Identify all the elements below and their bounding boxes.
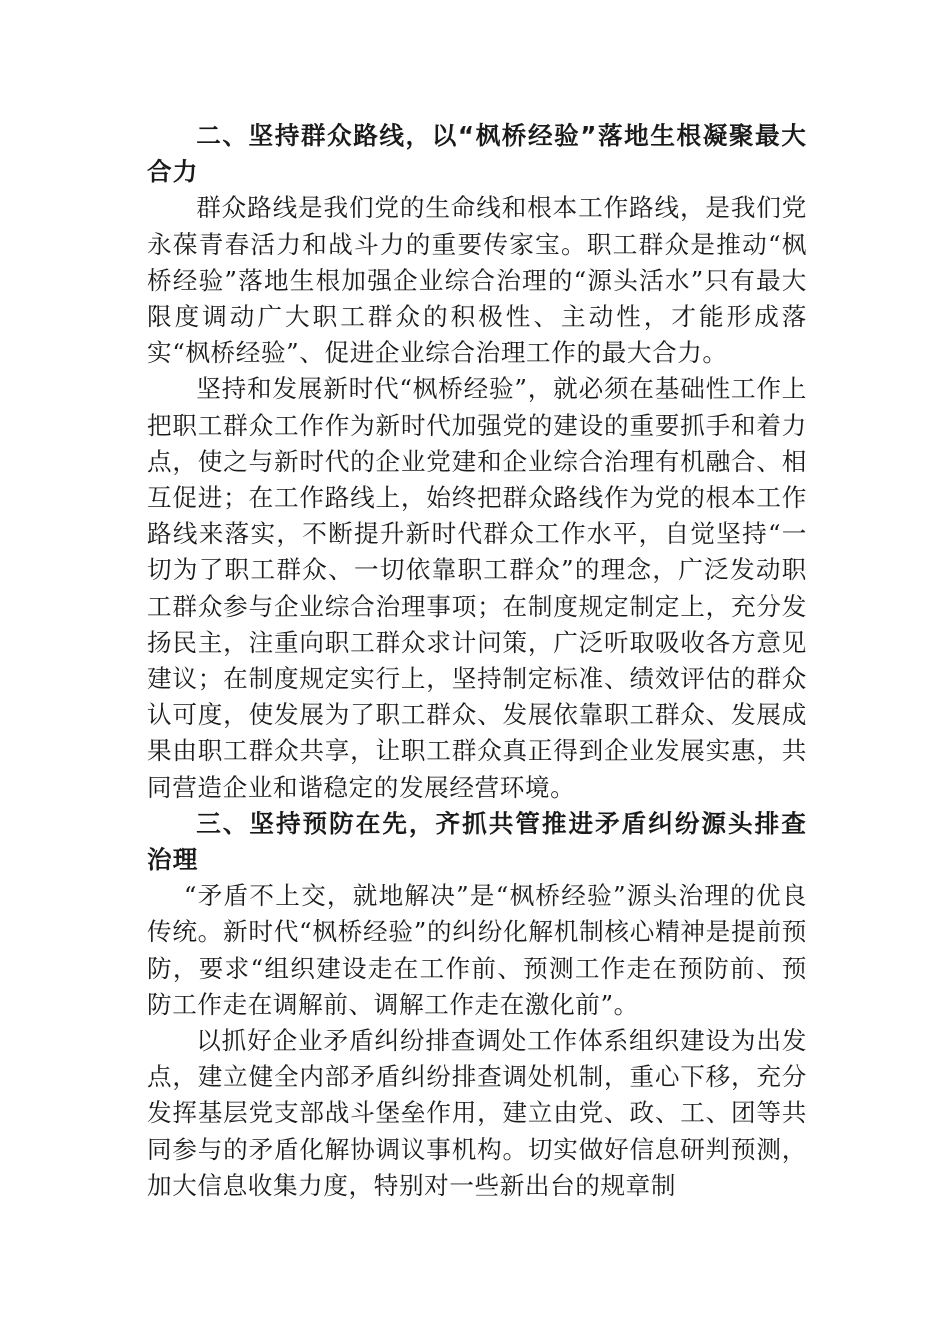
section-heading-3: 三、坚持预防在先，齐抓共管推进矛盾纠纷源头排查治理 [147,808,807,875]
section-heading-2: 二、坚持群众路线，以“枫桥经验”落地生根凝聚最大合力 [147,121,807,187]
paragraph-mass-line: 群众路线是我们党的生命线和根本工作路线，是我们党永葆青春活力和战斗力的重要传家宝。职工群众是推动“枫桥经验”落地生根加强企业综合治理的“源头活水”只有最大限度调动广大职工群众的积极性、主动性，才能形成落实“枫桥经验”、促进企业综合治理工作的最大合力。 [147,193,807,368]
paragraph-mediation-system: 以抓好企业矛盾纠纷排查调处工作体系组织建设为出发点，建立健全内部矛盾纠纷排查调处机制，重心下移，充分发挥基层党支部战斗堡垒作用，建立由党、政、工、团等共同参与的矛盾化解协调议事机构。切实做好信息研判预测，加大信息收集力度，特别对一些新出台的规章制 [147,1026,807,1200]
paragraph-conflict-resolution: “矛盾不上交，就地解决”是“枫桥经验”源头治理的优良传统。新时代“枫桥经验”的纠纷化解机制核心精神是提前预防，要求“组织建设走在工作前、预测工作走在预防前、预防工作走在调解前、调解工作走在激化前”。 [147,881,807,1019]
paragraph-fengqiao-development: 坚持和发展新时代“枫桥经验”，就必须在基础性工作上把职工群众工作作为新时代加强党的建设的重要抓手和着力点，使之与新时代的企业党建和企业综合治理有机融合、相互促进；在工作路线上，始终把群众路线作为党的根本工作路线来落实，不断提升新时代群众工作水平，自觉坚持“一切为了职工群众、一切依靠职工群众”的理念，广泛发动职工群众参与企业综合治理事项；在制度规定制定上，充分发扬民主，注重向职工群众求计问策，广泛听取吸收各方意见建议；在制度规定实行上，坚持制定标准、绩效评估的群众认可度，使发展为了职工群众、发展依靠职工群众、发展成果由职工群众共享，让职工群众真正得到企业发展实惠，共同营造企业和谐稳定的发展经营环境。 [147,374,807,802]
document-page [147,118,807,1204]
